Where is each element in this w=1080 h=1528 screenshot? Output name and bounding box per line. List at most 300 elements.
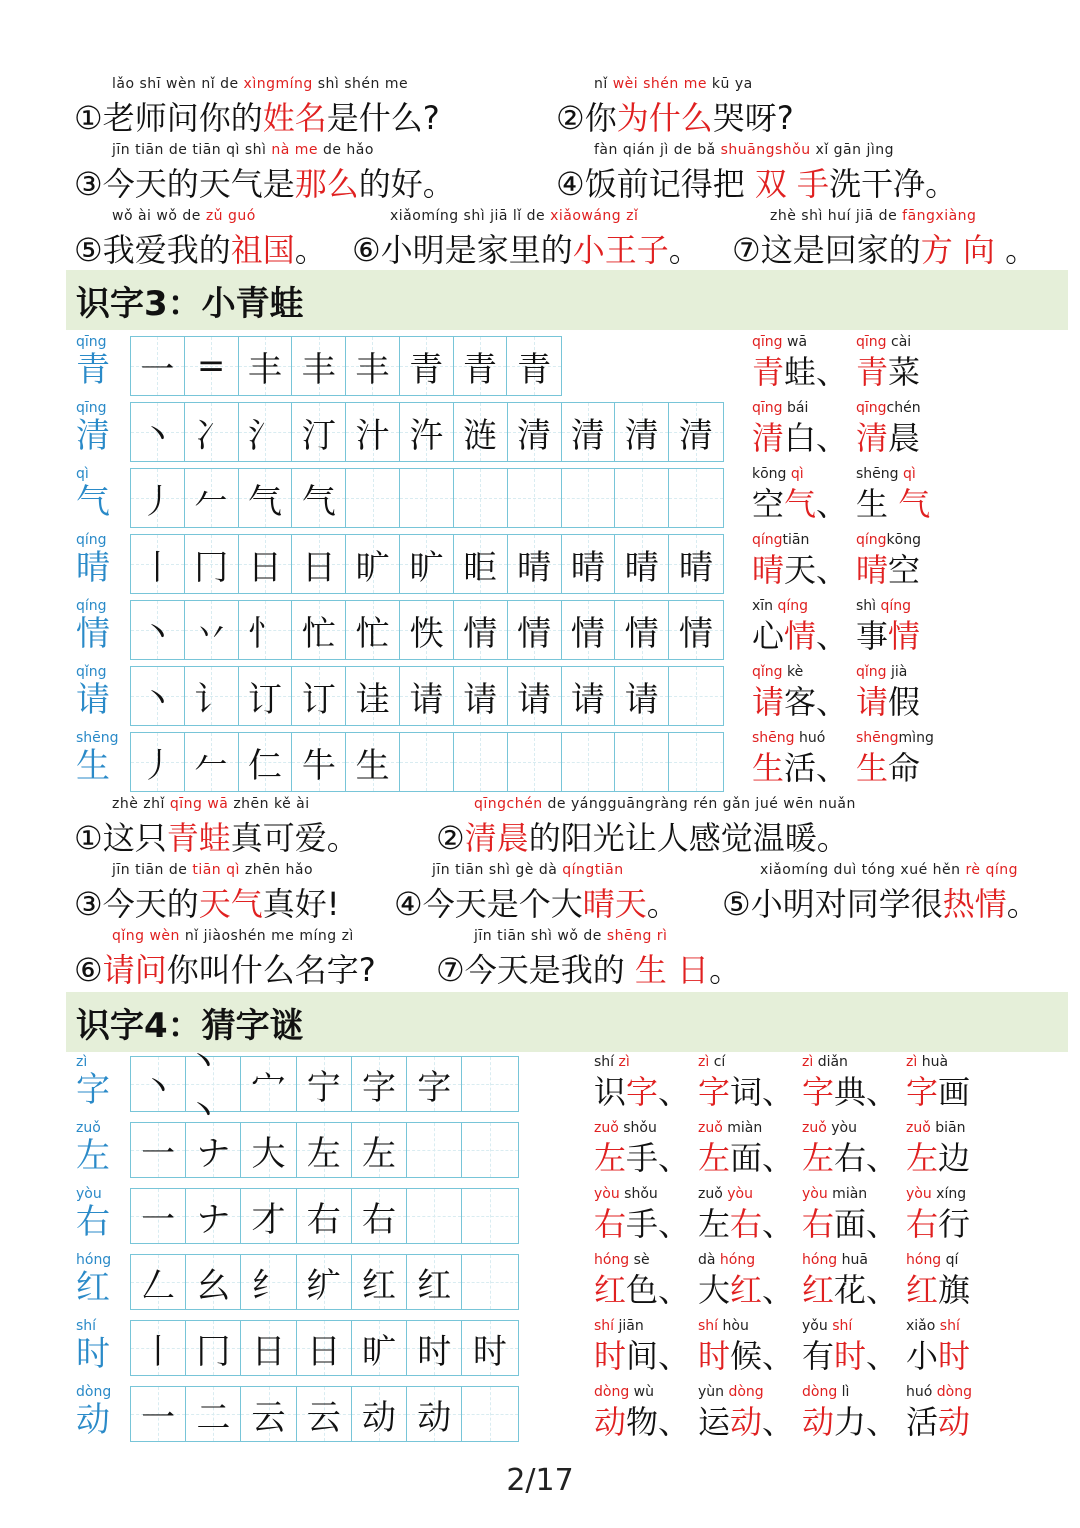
stroke-cell [241, 1123, 296, 1177]
char-row [0, 1384, 1080, 1450]
pinyin-segment: sè [629, 1252, 650, 1268]
stroke-step: 汁 [355, 415, 390, 456]
sentence-text [394, 882, 679, 926]
sentence-text [436, 816, 849, 860]
pinyin-segment: xiǎomíng duì tóng xué hěn [760, 862, 966, 878]
vocab-segment: 动 [594, 1403, 627, 1441]
pinyin-segment: shēng rì [606, 928, 668, 944]
sentence-text [74, 96, 440, 140]
stroke-cell [669, 403, 723, 461]
vocab-segment: 小 [906, 1337, 939, 1375]
stroke-step: 情 [570, 613, 605, 654]
vocab-pinyin [906, 1384, 972, 1400]
stroke-cell [669, 535, 723, 593]
pinyin-segment: miàn [827, 1186, 868, 1202]
vocab-segment: 事 [856, 617, 889, 655]
pinyin-segment: xiǎo [906, 1318, 940, 1334]
stroke-cell [131, 601, 185, 659]
stroke-cell [454, 733, 508, 791]
pinyin-segment: shí [594, 1054, 619, 1070]
pinyin-segment: zì [618, 1054, 630, 1070]
pinyin-segment: hóng [802, 1252, 838, 1268]
vocab-segment: 、 [658, 1073, 691, 1111]
stroke-cell [239, 733, 293, 791]
pinyin-segment: diǎn [813, 1054, 848, 1070]
pinyin-segment: bái [782, 400, 809, 416]
vocab-text [802, 1268, 898, 1312]
stroke-cell [297, 1123, 352, 1177]
stroke-cell [400, 403, 454, 461]
stroke-step: 忄 [248, 613, 283, 654]
pinyin-segment: huā [837, 1252, 868, 1268]
stroke-cell [407, 1321, 462, 1375]
vocab-text [906, 1202, 970, 1246]
char-row [0, 532, 1080, 598]
stroke-cell [185, 733, 239, 791]
pinyin-segment: huà [917, 1054, 949, 1070]
pinyin-segment: zhēn kě ài [228, 796, 310, 812]
vocab-text [594, 1136, 690, 1180]
char-pinyin: dòng [76, 1384, 112, 1400]
vocab-segment: 生 [752, 749, 785, 787]
stroke-cell [292, 733, 346, 791]
char-glyph: 青 [76, 350, 110, 390]
stroke-step: 左 [361, 1133, 396, 1174]
sentence-segment: 今天是个大 [422, 885, 583, 923]
stroke-cell [239, 667, 293, 725]
sentence-pinyin [474, 928, 667, 944]
stroke-step: 涟 [463, 415, 498, 456]
sentence-segment: 。 [294, 231, 327, 269]
pinyin-segment: lǎo shī wèn nǐ de [112, 76, 244, 92]
stroke-step: 汻 [409, 415, 444, 456]
stroke-grid [130, 336, 562, 396]
vocab-pinyin [594, 1252, 650, 1268]
stroke-step: 大 [251, 1133, 286, 1174]
pinyin-segment: shēng [856, 730, 899, 746]
sentence-number: ④ [394, 885, 423, 923]
stroke-step: 生 [355, 745, 390, 786]
stroke-step: 才 [251, 1199, 286, 1240]
vocab-text [752, 350, 848, 394]
sentence-segment: 那么 [294, 165, 359, 203]
vocab-segment: 字 [626, 1073, 659, 1111]
vocab-segment: 间、 [626, 1337, 691, 1375]
vocab-text [698, 1400, 794, 1444]
stroke-cell [400, 601, 454, 659]
stroke-step: 丶 [140, 613, 175, 654]
stroke-step: 动 [417, 1397, 452, 1438]
vocab-segment: 天、 [784, 551, 849, 589]
stroke-step: 请 [517, 679, 552, 720]
stroke-cell [131, 1321, 186, 1375]
stroke-grid [130, 534, 724, 594]
vocab-segment: 生 [856, 749, 889, 787]
stroke-step: 旷 [361, 1331, 396, 1372]
stroke-step: 𠂉 [194, 481, 229, 522]
pinyin-segment: qíng [752, 532, 783, 548]
stroke-step: 牛 [301, 745, 336, 786]
sentence-segment: 。 [668, 231, 701, 269]
stroke-step: 晴 [570, 547, 605, 588]
vocab-segment: 心 [752, 617, 785, 655]
vocab-segment: 清 [752, 419, 785, 457]
sentence-number: ⑦ [732, 231, 761, 269]
char-row [0, 664, 1080, 730]
vocab-segment: 面、 [730, 1139, 795, 1177]
stroke-cell [352, 1255, 407, 1309]
vocab-segment: 左 [802, 1139, 835, 1177]
vocab-pinyin [698, 1120, 762, 1136]
stroke-step: 请 [624, 679, 659, 720]
pinyin-segment: zuǒ [906, 1120, 931, 1136]
stroke-step: 一 [141, 1397, 176, 1438]
stroke-cell [669, 667, 723, 725]
vocab-text [698, 1334, 794, 1378]
vocab-segment: 右 [906, 1205, 939, 1243]
stroke-step: 请 [463, 679, 498, 720]
vocab-pinyin [856, 730, 934, 746]
stroke-step: 清 [679, 415, 714, 456]
vocab-segment: 情 [784, 617, 817, 655]
pinyin-segment: zhè zhǐ [112, 796, 170, 812]
stroke-grid [130, 732, 724, 792]
vocab-segment: 花、 [834, 1271, 899, 1309]
stroke-cell [239, 535, 293, 593]
vocab-segment: 典、 [834, 1073, 899, 1111]
vocab-segment: 清 [856, 419, 889, 457]
stroke-step: 丰 [247, 349, 282, 390]
sentence-segment: 姓名 [262, 99, 327, 137]
stroke-cell [352, 1123, 407, 1177]
pinyin-segment: qíng [777, 598, 809, 614]
stroke-cell [297, 1255, 352, 1309]
stroke-step: 红 [361, 1265, 396, 1306]
vocab-segment: 白、 [784, 419, 849, 457]
stroke-cell [669, 733, 723, 791]
pinyin-segment: jīn tiān de tiān qì shì [112, 142, 272, 158]
stroke-cell [352, 1057, 407, 1111]
pinyin-segment: cí [709, 1054, 726, 1070]
vocab-segment: 有 [802, 1337, 835, 1375]
vocab-text [856, 548, 920, 592]
vocab-segment: 右 [730, 1205, 763, 1243]
stroke-grid [130, 1043, 519, 1132]
sentence-number: ⑥ [352, 231, 381, 269]
vocab-text [906, 1070, 970, 1114]
stroke-step: 冫 [194, 415, 229, 456]
char-row [0, 598, 1080, 664]
stroke-cell [131, 403, 185, 461]
pinyin-segment: kè [782, 664, 804, 680]
pinyin-segment: dòng [594, 1384, 630, 1400]
vocab-pinyin [906, 1252, 958, 1268]
vocab-pinyin [856, 466, 916, 482]
stroke-step: 纩 [306, 1265, 341, 1306]
stroke-cell [562, 733, 616, 791]
vocab-pinyin [752, 334, 807, 350]
vocab-text [856, 482, 930, 526]
stroke-step: 云 [306, 1397, 341, 1438]
stroke-grid [130, 1188, 519, 1244]
pinyin-segment: tiān qì [192, 862, 240, 878]
vocab-pinyin [802, 1318, 852, 1334]
sentence-segment: 。 [646, 885, 679, 923]
vocab-text [594, 1070, 690, 1114]
sentence-segment: 清晨 [464, 819, 529, 857]
stroke-grid [130, 1386, 519, 1442]
stroke-step: 青 [517, 349, 552, 390]
stroke-step: 晴 [624, 547, 659, 588]
vocab-segment: 、 [762, 1403, 795, 1441]
sentence-segment: 。 [1006, 885, 1039, 923]
vocab-segment: 旗 [938, 1271, 971, 1309]
vocab-segment: 左 [906, 1139, 939, 1177]
sentence-segment: 真可爱。 [230, 819, 359, 857]
char-pinyin: qì [76, 466, 89, 482]
stroke-cell [186, 1387, 241, 1441]
sentence-segment: 小明是家里的 [380, 231, 573, 269]
char-row [0, 1186, 1080, 1252]
pinyin-segment: qíng [880, 598, 912, 614]
stroke-step: 冂 [194, 547, 229, 588]
char-row [0, 1318, 1080, 1384]
sentence-segment: 双 手 [754, 165, 830, 203]
stroke-cell [462, 1387, 517, 1441]
stroke-cell [400, 535, 454, 593]
stroke-cell [239, 403, 293, 461]
sentence-pinyin [760, 862, 1018, 878]
stroke-grid [130, 600, 724, 660]
stroke-step: 丰 [301, 349, 336, 390]
section-3-heading [66, 270, 1068, 330]
pinyin-segment: shí [939, 1318, 960, 1334]
pinyin-segment: qīng [752, 400, 783, 416]
pinyin-segment: qīng [856, 400, 887, 416]
char-row [0, 334, 1080, 400]
vocab-pinyin [856, 400, 921, 416]
vocab-segment: 、 [762, 1205, 795, 1243]
pinyin-segment: de yángguāngràng rén gǎn jué wēn nuǎn [542, 796, 856, 812]
stroke-step: 动 [361, 1397, 396, 1438]
pinyin-segment: shí [832, 1318, 853, 1334]
pinyin-segment: xíng [931, 1186, 967, 1202]
stroke-cell [241, 1189, 296, 1243]
stroke-cell [454, 469, 508, 527]
vocab-pinyin [698, 1252, 755, 1268]
stroke-cell [615, 733, 669, 791]
pinyin-segment: dòng [936, 1384, 972, 1400]
stroke-step: 情 [517, 613, 552, 654]
pinyin-segment: yǒu [802, 1318, 833, 1334]
stroke-grid [130, 1320, 519, 1376]
vocab-segment: 青 [856, 353, 889, 391]
vocab-pinyin [856, 664, 907, 680]
stroke-cell [241, 1057, 296, 1111]
pinyin-segment: fàn qián jì de bǎ [594, 142, 721, 158]
pinyin-segment: shí [594, 1318, 615, 1334]
sentence-segment: 饭前记得把 [584, 165, 755, 203]
sentence-pinyin [112, 208, 256, 224]
stroke-cell [462, 1057, 517, 1111]
sentence-segment: 今天的天气是 [102, 165, 295, 203]
stroke-cell [346, 601, 400, 659]
stroke-cell [407, 1189, 462, 1243]
sentence-segment: 老师问你的 [102, 99, 263, 137]
sentence-pinyin [112, 142, 374, 158]
vocab-segment: 生 [856, 485, 899, 523]
stroke-cell [239, 337, 293, 395]
pinyin-segment: xìngmíng [243, 76, 313, 92]
stroke-step: 讠 [194, 679, 229, 720]
sentence-segment: 生 日 [634, 951, 710, 989]
vocab-segment: 活、 [784, 749, 849, 787]
pinyin-segment: shì [856, 598, 881, 614]
stroke-cell [131, 469, 185, 527]
stroke-step: 字 [361, 1067, 396, 1108]
sentence-text [74, 816, 359, 860]
pinyin-segment: qīngchén [474, 796, 543, 812]
stroke-step: 订 [248, 679, 283, 720]
stroke-cell [462, 1255, 517, 1309]
stroke-cell [292, 403, 346, 461]
vocab-text [594, 1334, 690, 1378]
stroke-cell [400, 337, 454, 395]
stroke-step: = [196, 346, 226, 386]
vocab-text [856, 350, 920, 394]
pinyin-segment: wā [782, 334, 808, 350]
vocab-segment: 画 [938, 1073, 971, 1111]
sentence-pinyin [112, 796, 310, 812]
stroke-cell [454, 535, 508, 593]
pinyin-segment: zuǒ [698, 1120, 723, 1136]
pinyin-segment: shǒu [619, 1186, 658, 1202]
stroke-step: 旷 [355, 547, 390, 588]
stroke-step: 请 [409, 679, 444, 720]
pinyin-segment: zì [906, 1054, 918, 1070]
vocab-segment: 空 [888, 551, 921, 589]
vocab-segment: 动 [938, 1403, 971, 1441]
sentence-segment: 祖国 [230, 231, 295, 269]
sentence-segment: 请问 [102, 951, 167, 989]
stroke-cell [131, 1387, 186, 1441]
vocab-pinyin [802, 1120, 857, 1136]
char-pinyin: yòu [76, 1186, 102, 1202]
stroke-cell [131, 733, 185, 791]
sentence-number: ② [556, 99, 585, 137]
pinyin-segment: yòu [826, 1120, 857, 1136]
vocab-segment: 动 [730, 1403, 763, 1441]
vocab-text [752, 746, 848, 790]
pinyin-segment: jiān [614, 1318, 644, 1334]
pinyin-segment: dòng [728, 1384, 764, 1400]
vocab-pinyin [594, 1318, 644, 1334]
pinyin-segment: kū ya [706, 76, 753, 92]
char-glyph: 清 [76, 416, 110, 456]
stroke-cell [186, 1043, 241, 1132]
stroke-cell [131, 667, 185, 725]
sentence-segment: 的阳光让人感觉温暖。 [528, 819, 849, 857]
vocab-pinyin [906, 1054, 948, 1070]
stroke-cell [241, 1321, 296, 1375]
vocab-segment: 、 [762, 1271, 795, 1309]
vocab-text [752, 548, 848, 592]
vocab-segment: 空 [752, 485, 785, 523]
vocab-segment: 情 [888, 617, 921, 655]
vocab-segment: 时 [834, 1337, 867, 1375]
pinyin-segment: fāngxiàng [902, 208, 977, 224]
stroke-step: 情 [463, 613, 498, 654]
stroke-cell [292, 601, 346, 659]
vocab-segment: 手、 [626, 1205, 691, 1243]
stroke-cell [352, 1387, 407, 1441]
pinyin-segment: qì [790, 466, 804, 482]
vocab-text [856, 614, 920, 658]
sentence-number: ② [436, 819, 465, 857]
stroke-step: 右 [306, 1199, 341, 1240]
char-glyph: 动 [76, 1400, 110, 1440]
char-row [0, 1120, 1080, 1186]
char-pinyin: zuǒ [76, 1120, 101, 1136]
vocab-text [906, 1334, 970, 1378]
sentence-pinyin [432, 862, 624, 878]
stroke-step: 一 [141, 1199, 176, 1240]
stroke-cell [615, 601, 669, 659]
sentence-segment: 。 [994, 231, 1038, 269]
vocab-pinyin [906, 1120, 965, 1136]
stroke-step: 冂 [196, 1331, 231, 1372]
pinyin-segment: shēng [752, 730, 795, 746]
stroke-step: 日 [306, 1331, 341, 1372]
vocab-segment: 物、 [626, 1403, 691, 1441]
vocab-segment: 面、 [834, 1205, 899, 1243]
vocab-segment: 时 [594, 1337, 627, 1375]
stroke-cell [562, 403, 616, 461]
pinyin-segment: hóng [719, 1252, 756, 1268]
char-pinyin: shí [76, 1318, 97, 1334]
stroke-step: 丶 [140, 415, 175, 456]
vocab-segment: 青 [752, 353, 785, 391]
vocab-text [698, 1136, 794, 1180]
stroke-step: 气 [248, 481, 283, 522]
stroke-grid [130, 468, 724, 528]
stroke-cell [131, 1255, 186, 1309]
pinyin-segment: yùn [698, 1384, 729, 1400]
vocab-text [594, 1400, 690, 1444]
pinyin-segment: jīn tiān shì gè dà [432, 862, 563, 878]
stroke-step: 纟 [251, 1265, 286, 1306]
sentence-segment: 今天的 [102, 885, 199, 923]
stroke-cell [400, 667, 454, 725]
pinyin-segment: zì [802, 1054, 814, 1070]
vocab-text [698, 1070, 794, 1114]
sentence-segment: 真好! [262, 885, 340, 923]
char-glyph: 字 [76, 1070, 110, 1110]
stroke-step: 丶 [140, 679, 175, 720]
sentence-text [556, 96, 794, 140]
stroke-cell [454, 601, 508, 659]
sentence-text [436, 948, 741, 992]
stroke-step: 时 [472, 1331, 507, 1372]
pinyin-segment: mìng [898, 730, 934, 746]
stroke-step: 左 [306, 1133, 341, 1174]
stroke-cell [297, 1057, 352, 1111]
page-number: 2/17 [506, 1463, 574, 1498]
stroke-cell [407, 1123, 462, 1177]
vocab-segment: 红 [906, 1271, 939, 1309]
vocab-text [802, 1202, 898, 1246]
char-row [0, 466, 1080, 532]
